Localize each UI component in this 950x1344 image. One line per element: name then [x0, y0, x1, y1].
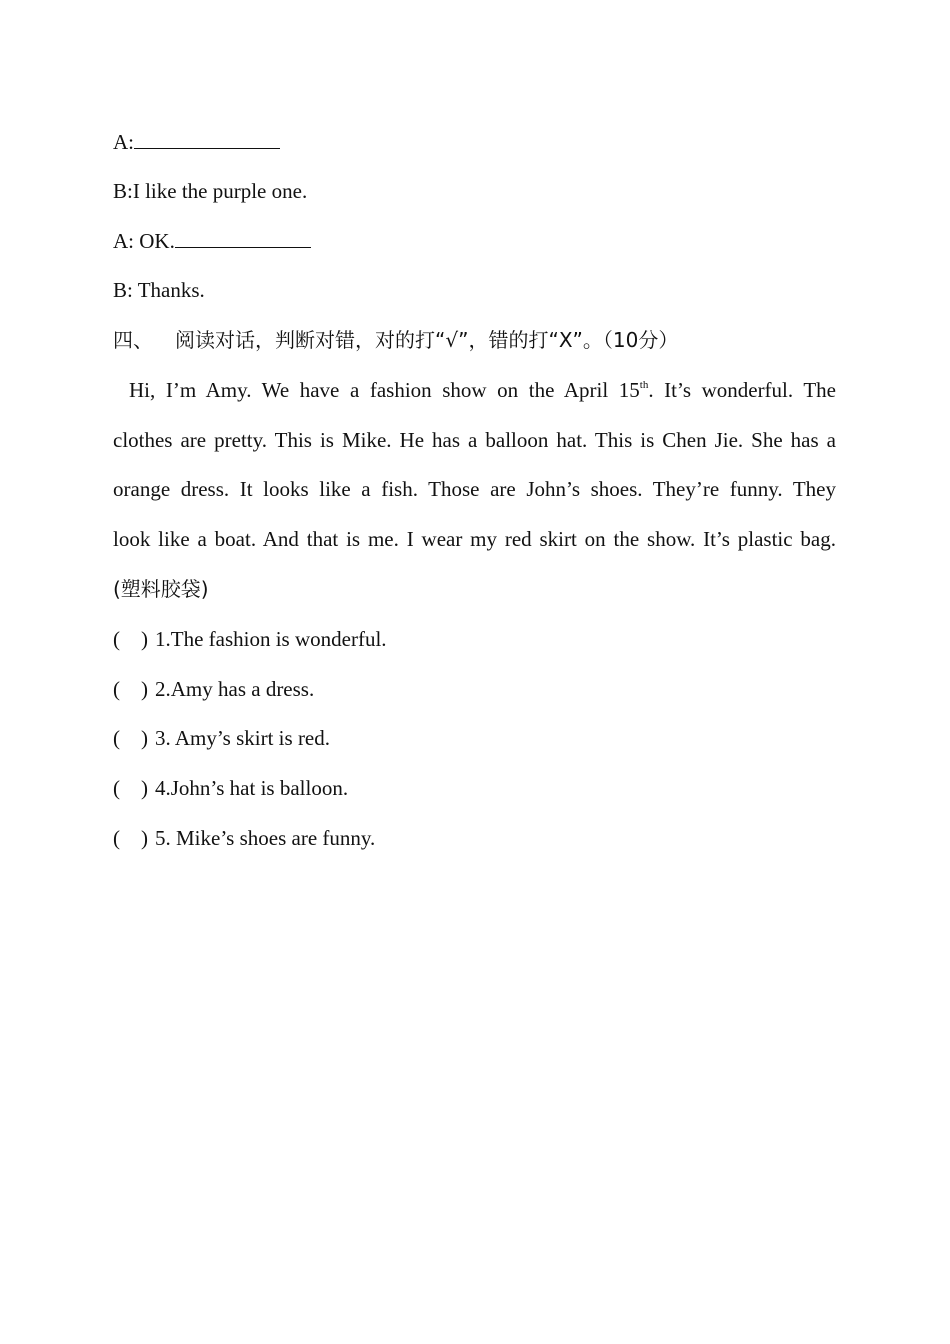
question-4-text: 4.John’s hat is balloon. — [155, 776, 349, 800]
dialogue-line-a2 — [113, 227, 311, 254]
speaker-a-ok-label: A: OK. — [113, 229, 175, 253]
answer-blank-2[interactable] — [175, 227, 311, 248]
question-2-text: 2.Amy has a dress. — [155, 677, 315, 701]
question-5 — [113, 825, 375, 851]
speaker-a-label: A: — [113, 130, 134, 154]
dialogue-line-b1: B:I like the purple one. — [113, 179, 308, 203]
answer-paren-4[interactable]: ( ) — [113, 776, 148, 800]
passage-line-4: look like a boat. And that is me. I wear my red skirt on the show. It’s plastic bag. — [113, 527, 836, 551]
question-5-text: 5. Mike’s shoes are funny. — [155, 826, 376, 850]
question-1 — [113, 626, 387, 652]
passage-line-1 — [113, 377, 836, 403]
passage-superscript: th — [639, 379, 649, 391]
question-2 — [113, 676, 314, 702]
dialogue-line-b2: B: Thanks. — [113, 278, 205, 302]
question-1-text: 1.The fashion is wonderful. — [155, 627, 387, 651]
section-4-title — [113, 327, 678, 353]
section-4-number: 四、 — [113, 328, 153, 352]
answer-paren-2[interactable]: ( ) — [113, 677, 148, 701]
answer-paren-1[interactable]: ( ) — [113, 627, 148, 651]
question-3-text: 3. Amy’s skirt is red. — [155, 726, 331, 750]
answer-blank-1[interactable] — [134, 128, 280, 149]
passage-line-1-pre: Hi, I’m Amy. We have a fashion show on the April 15 — [129, 378, 640, 402]
question-3 — [113, 725, 330, 751]
passage-line-3: orange dress. It looks like a fish. Those are John’s shoes. They’re funny. They — [113, 477, 836, 501]
question-4 — [113, 775, 348, 801]
passage-note: (塑料胶袋) — [113, 577, 209, 601]
answer-paren-5[interactable]: ( ) — [113, 826, 148, 850]
passage-line-2: clothes are pretty. This is Mike. He has a balloon hat. This is Chen Jie. She has a — [113, 428, 836, 452]
dialogue-line-a1 — [113, 128, 280, 155]
section-4-instruction: 阅读对话，判断对错，对的打“√”，错的打“Χ”。（10分） — [175, 328, 679, 352]
answer-paren-3[interactable]: ( ) — [113, 726, 148, 750]
passage-line-1-post: . It’s wonderful. The — [648, 378, 836, 402]
